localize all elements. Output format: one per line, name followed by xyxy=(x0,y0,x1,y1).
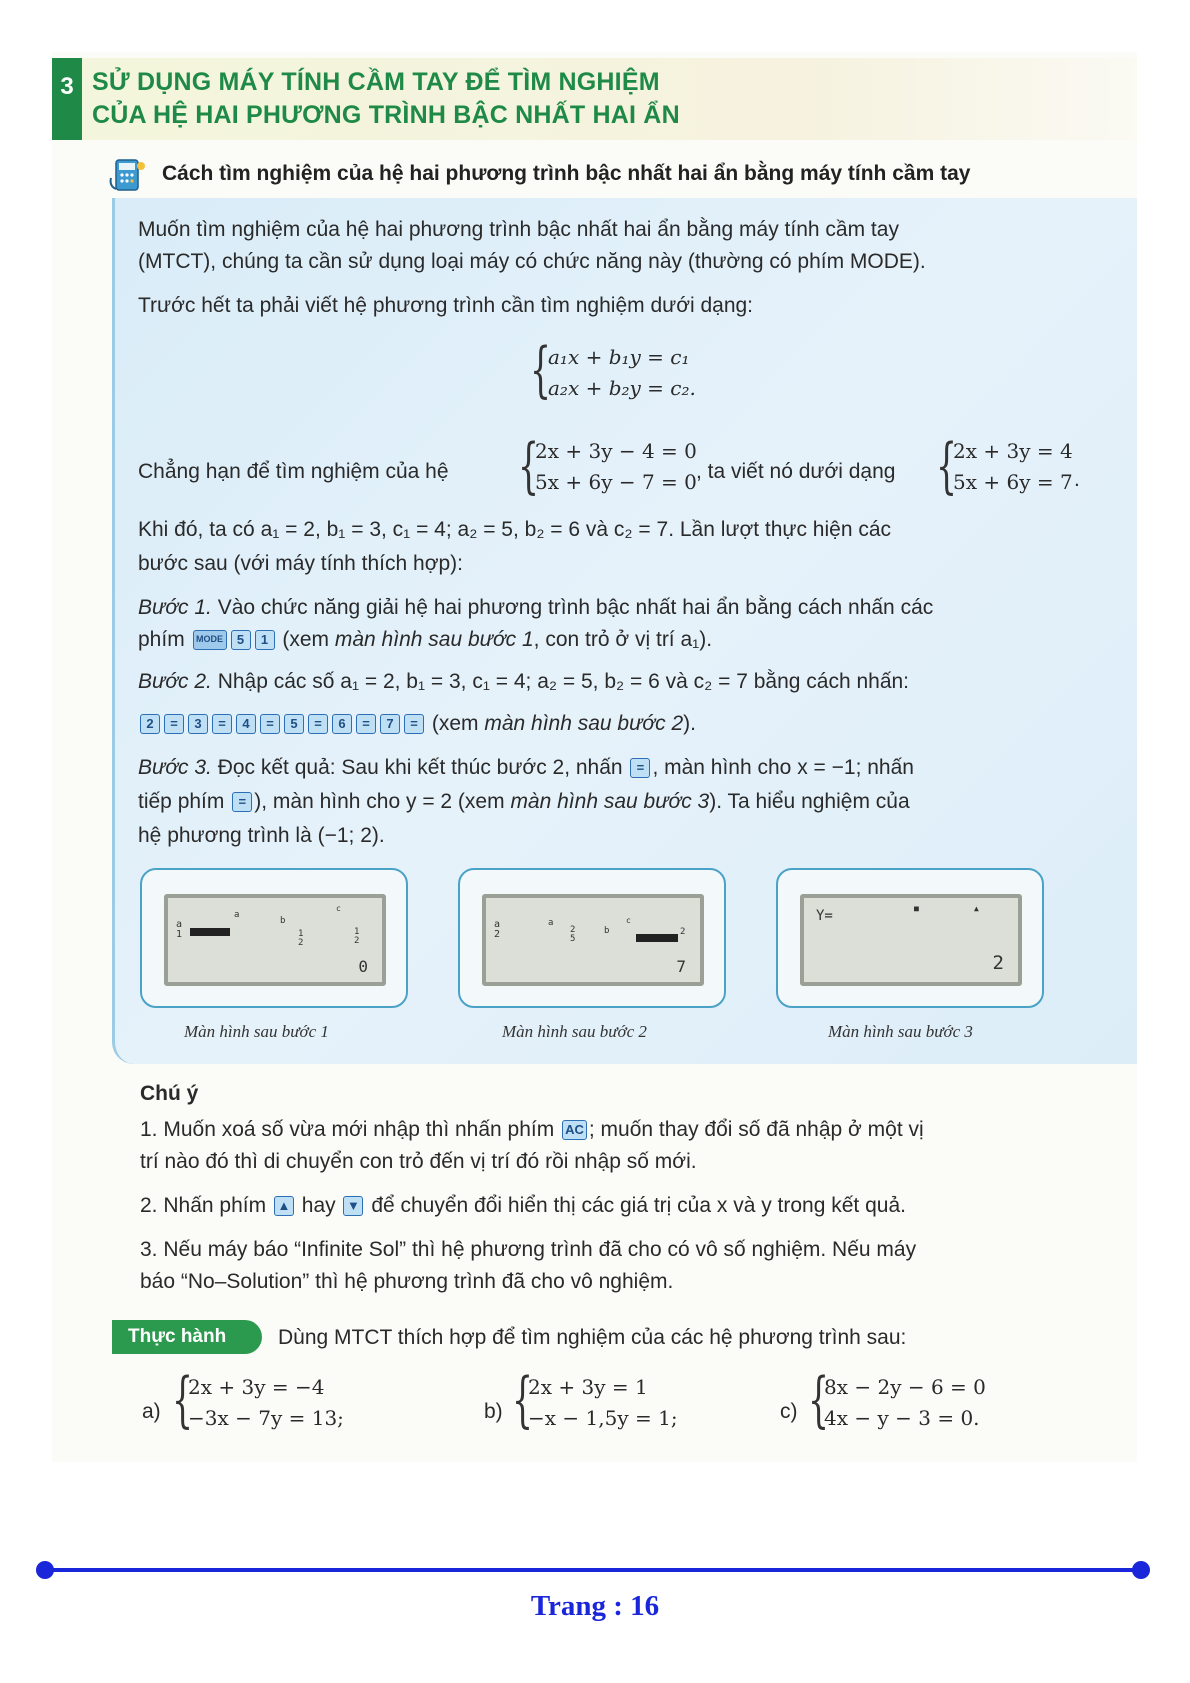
note2-b: hay xyxy=(301,1194,336,1217)
para1-line1: Muốn tìm nghiệm của hệ hai phương trình bậc nhất hai ẩn bằng máy tính cầm tay xyxy=(138,218,899,241)
key-seq-1: = xyxy=(164,714,184,734)
footer-line xyxy=(42,1568,1142,1572)
practice-c-eq2: 4x − y − 3 = 0. xyxy=(824,1406,980,1430)
example-eq2: 5x + 6y − 7 = 0 xyxy=(535,470,697,494)
brace-example-1: { xyxy=(518,431,540,501)
down-arrow-key: ▼ xyxy=(343,1196,363,1216)
example-prefix: Chẳng hạn để tìm nghiệm của hệ xyxy=(138,460,449,483)
section-number: 3 xyxy=(52,58,82,140)
calculator-screen-3 xyxy=(776,868,1044,1008)
caption-screen-3: Màn hình sau bước 3 xyxy=(828,1022,973,1041)
box-heading: Cách tìm nghiệm của hệ hai phương trình bậc nhất hai ẩn bằng máy tính cầm tay xyxy=(162,162,971,185)
practice-a-eq2: −3x − 7y = 13; xyxy=(188,1406,344,1430)
footer-dot-right xyxy=(1132,1561,1150,1579)
practice-c-system xyxy=(824,1372,986,1434)
general-system xyxy=(548,342,696,404)
notes-heading: Chú ý xyxy=(140,1082,199,1105)
brace-general: { xyxy=(530,335,552,405)
practice-a-label: a) xyxy=(142,1400,161,1423)
step1-xem: (xem xyxy=(282,628,335,651)
mode-key: MODE xyxy=(193,630,227,650)
example-mid: , ta viết nó dưới dạng xyxy=(696,460,896,483)
footer-dot-left xyxy=(36,1561,54,1579)
up-arrow-key: ▲ xyxy=(274,1196,294,1216)
caption-screen-1: Màn hình sau bước 1 xyxy=(184,1022,329,1041)
brace-b: { xyxy=(512,1365,534,1435)
coef-line1: Khi đó, ta có a₁ = 2, b₁ = 3, c₁ = 4; a₂ = 5, b₂ = 6 và c₂ = 7. Lần lượt thực hiện các xyxy=(138,518,892,541)
step1-text: Vào chức năng giải hệ hai phương trình bậc nhất hai ẩn bằng cách nhấn các xyxy=(211,596,934,619)
key-seq-4: 4 xyxy=(236,714,256,734)
lcd-3-value: 2 xyxy=(992,952,1004,974)
note2-c: để chuyển đổi hiển thị các giá trị của x và y trong kết quả. xyxy=(371,1194,906,1217)
example-end: . xyxy=(1074,468,1080,491)
practice-text: Dùng MTCT thích hợp để tìm nghiệm của các hệ phương trình sau: xyxy=(278,1326,907,1349)
section-title-line1: SỬ DỤNG MÁY TÍNH CẦM TAY ĐỂ TÌM NGHIỆM xyxy=(92,68,660,96)
para1-line2: (MTCT), chúng ta cần sử dụng loại máy có chức năng này (thường có phím MODE). xyxy=(138,250,926,273)
calculator-icon xyxy=(108,156,148,194)
page-number: Trang : 16 xyxy=(530,1590,660,1622)
step3-line2 xyxy=(138,786,910,818)
practice-a-eq1: 2x + 3y = −4 xyxy=(188,1375,325,1399)
lcd-1: a 1 a b 1 2 c 1 2 0 xyxy=(164,894,386,986)
note1-b: ; muốn thay đổi số đã nhập ở một vị xyxy=(588,1118,924,1141)
step1-line2 xyxy=(138,624,712,656)
note1-a: 1. Muốn xoá số vừa mới nhập thì nhấn phím xyxy=(140,1118,555,1141)
lcd-2: a 2 a 2 5 b c 2 7 xyxy=(482,894,704,986)
key-seq-8: 6 xyxy=(332,714,352,734)
key-seq-7: = xyxy=(308,714,328,734)
para2: Trước hết ta phải viết hệ phương trình cần tìm nghiệm dưới dạng: xyxy=(138,294,754,317)
step3-line3: hệ phương trình là (−1; 2). xyxy=(138,824,385,847)
key-seq-0: 2 xyxy=(140,714,160,734)
brace-c: { xyxy=(808,1365,830,1435)
step2-close: ). xyxy=(683,712,696,735)
practice-b-label: b) xyxy=(484,1400,503,1423)
practice-a-system xyxy=(188,1372,344,1434)
equals-key: = xyxy=(630,758,650,778)
step2-xem: (xem xyxy=(431,712,485,735)
lcd-3-label: Y= xyxy=(816,908,833,924)
step3-y: ), màn hình cho y = 2 (xem xyxy=(254,790,511,813)
step2-label: Bước 2. xyxy=(138,670,212,693)
key-5: 5 xyxy=(231,630,251,650)
caption-screen-2: Màn hình sau bước 2 xyxy=(502,1022,647,1041)
step1-cursor: , con trỏ ở vị trí a₁). xyxy=(533,628,713,651)
key-seq-5: = xyxy=(260,714,280,734)
key-1: 1 xyxy=(255,630,275,650)
coef-line2: bước sau (với máy tính thích hợp): xyxy=(138,552,463,575)
note1-line2: trí nào đó thì di chuyển con trỏ đến vị trí đó rồi nhập số mới. xyxy=(140,1150,697,1173)
lcd-1-value: 0 xyxy=(358,957,368,976)
step3-tiep: tiếp phím xyxy=(138,790,225,813)
general-eq2: a₂x + b₂y = c₂. xyxy=(548,376,696,400)
example-eq1: 2x + 3y − 4 = 0 xyxy=(535,439,697,463)
step3-text-b: , màn hình cho x = −1; nhấn xyxy=(652,756,914,779)
step1-phim: phím xyxy=(138,628,185,651)
step1-label: Bước 1. xyxy=(138,596,212,619)
practice-c-label: c) xyxy=(780,1400,798,1423)
section-title xyxy=(92,66,680,132)
example-eq4: 5x + 6y = 7 xyxy=(953,470,1073,494)
practice-b-eq1: 2x + 3y = 1 xyxy=(528,1375,648,1399)
note2-a: 2. Nhấn phím xyxy=(140,1194,267,1217)
step3-screen-ref: màn hình sau bước 3 xyxy=(510,790,710,813)
lcd-2-value: 7 xyxy=(676,957,686,976)
general-eq1: a₁x + b₁y = c₁ xyxy=(548,345,690,369)
lcd-3: Y= ■ ▲ 2 xyxy=(800,894,1022,986)
step2-line2 xyxy=(138,708,696,740)
step3-end: ). Ta hiểu nghiệm của xyxy=(709,790,910,813)
ac-key: AC xyxy=(562,1120,587,1140)
note3-line1: 3. Nếu máy báo “Infinite Sol” thì hệ phương trình đã cho có vô số nghiệm. Nếu máy xyxy=(140,1238,917,1261)
key-seq-9: = xyxy=(356,714,376,734)
practice-b-eq2: −x − 1,5y = 1; xyxy=(528,1406,678,1430)
key-sequence xyxy=(138,712,426,735)
key-seq-11: = xyxy=(404,714,424,734)
practice-b-system xyxy=(528,1372,678,1434)
brace-example-2: { xyxy=(936,431,958,501)
step1-line1 xyxy=(138,592,933,624)
cursor-bar xyxy=(190,928,230,936)
note2 xyxy=(140,1190,906,1222)
step2-line1 xyxy=(138,666,909,698)
key-seq-2: 3 xyxy=(188,714,208,734)
key-seq-6: 5 xyxy=(284,714,304,734)
cursor-bar-2 xyxy=(636,934,678,942)
step2-screen-ref: màn hình sau bước 2 xyxy=(484,712,684,735)
key-seq-10: 7 xyxy=(380,714,400,734)
step3-line1 xyxy=(138,752,914,784)
example-system-1 xyxy=(535,436,697,498)
key-seq-3: = xyxy=(212,714,232,734)
example-eq3: 2x + 3y = 4 xyxy=(953,439,1073,463)
brace-a: { xyxy=(172,1365,194,1435)
practice-badge: Thực hành xyxy=(112,1320,262,1354)
example-system-2 xyxy=(953,436,1073,498)
step1-screen-ref: màn hình sau bước 1 xyxy=(334,628,534,651)
note3-line2: báo “No–Solution” thì hệ phương trình đã cho vô nghiệm. xyxy=(140,1270,674,1293)
note1-line1 xyxy=(140,1114,924,1146)
calculator-screen-1 xyxy=(140,868,408,1008)
section-title-line2: CỦA HỆ HAI PHƯƠNG TRÌNH BẬC NHẤT HAI ẨN xyxy=(92,101,680,129)
equals-key-2: = xyxy=(232,792,252,812)
calculator-screen-2 xyxy=(458,868,726,1008)
step3-text-a: Đọc kết quả: Sau khi kết thúc bước 2, nhấn xyxy=(211,756,623,779)
practice-c-eq1: 8x − 2y − 6 = 0 xyxy=(824,1375,986,1399)
step3-label: Bước 3. xyxy=(138,756,212,779)
step2-text: Nhập các số a₁ = 2, b₁ = 3, c₁ = 4; a₂ = 5, b₂ = 6 và c₂ = 7 bằng cách nhấn: xyxy=(211,670,910,693)
